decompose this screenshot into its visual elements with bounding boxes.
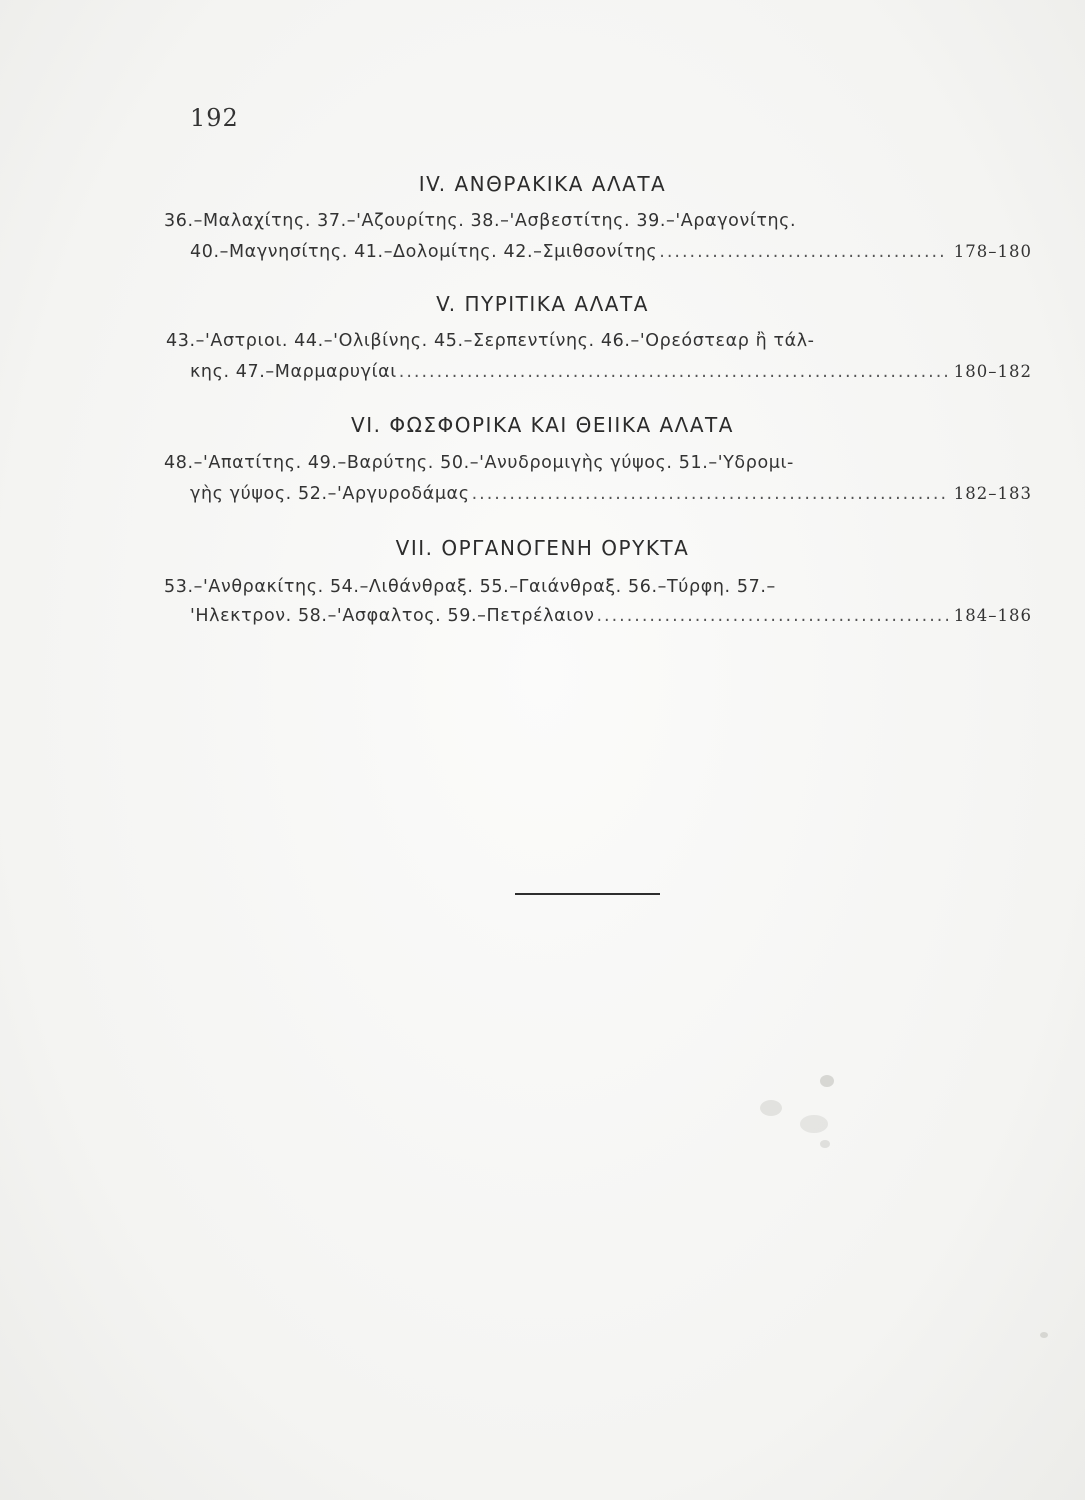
section-heading-vii: VII. ΟΡΓΑΝΟΓΕΝΗ ΟΡΥΚΤΑ <box>395 536 690 560</box>
section-v-entry-line-2 <box>190 362 1032 382</box>
dot-leader <box>399 362 948 382</box>
paper-stain <box>760 1100 782 1116</box>
section-vi-entry-text: γὴς γύψος. 52.–'Αργυροδάμας <box>190 484 470 504</box>
section-iv-page-range: 178–180 <box>953 242 1032 261</box>
dot-leader <box>659 242 947 262</box>
section-vi-entry-line-1: 48.–'Απατίτης. 49.–Βαρύτης. 50.–'Ανυδρομιγὴς γύψος. 51.–'Υδρομι- <box>164 453 794 473</box>
section-iv-entry-line-2 <box>190 242 1032 262</box>
section-vi-page-range: 182–183 <box>953 484 1032 503</box>
section-heading-iv: IV. ΑΝΘΡΑΚΙΚΑ ΑΛΑΤΑ <box>418 172 667 196</box>
section-v-page-range: 180–182 <box>953 362 1032 381</box>
paper-stain <box>800 1115 828 1133</box>
section-vii-entry-line-2 <box>190 606 1032 626</box>
page-number: 192 <box>190 104 239 132</box>
section-v-entry-text: κης. 47.–Μαρμαρυγίαι <box>190 362 397 382</box>
dot-leader <box>472 484 948 504</box>
paper-stain <box>1040 1332 1048 1338</box>
section-vii-page-range: 184–186 <box>953 606 1032 625</box>
section-vii-entry-line-1: 53.–'Ανθρακίτης. 54.–Λιθάνθραξ. 55.–Γαιάνθραξ. 56.–Τύρφη. 57.– <box>164 577 776 597</box>
paper-stain <box>820 1075 834 1087</box>
closing-rule <box>515 893 660 895</box>
section-heading-v: V. ΠΥΡΙΤΙΚΑ ΑΛΑΤΑ <box>436 292 649 316</box>
section-iv-entry-line-1: 36.–Μαλαχίτης. 37.–'Αζουρίτης. 38.–'Ασβεστίτης. 39.–'Αραγονίτης. <box>164 211 797 231</box>
section-heading-vi: VI. ΦΩΣΦΟΡΙΚΑ ΚΑΙ ΘΕΙΙΚΑ ΑΛΑΤΑ <box>351 413 734 437</box>
section-vii-entry-text: 'Ηλεκτρον. 58.–'Ασφαλτος. 59.–Πετρέλαιον <box>190 606 595 626</box>
paper-stain <box>820 1140 830 1148</box>
section-v-entry-line-1: 43.–'Αστριοι. 44.–'Ολιβίνης. 45.–Σερπεντίνης. 46.–'Ορεόστεαρ ἢ τάλ- <box>166 331 815 351</box>
dot-leader <box>596 606 947 626</box>
section-vi-entry-line-2 <box>190 484 1032 504</box>
section-iv-entry-text: 40.–Μαγνησίτης. 41.–Δολομίτης. 42.–Σμιθσονίτης <box>190 242 658 262</box>
